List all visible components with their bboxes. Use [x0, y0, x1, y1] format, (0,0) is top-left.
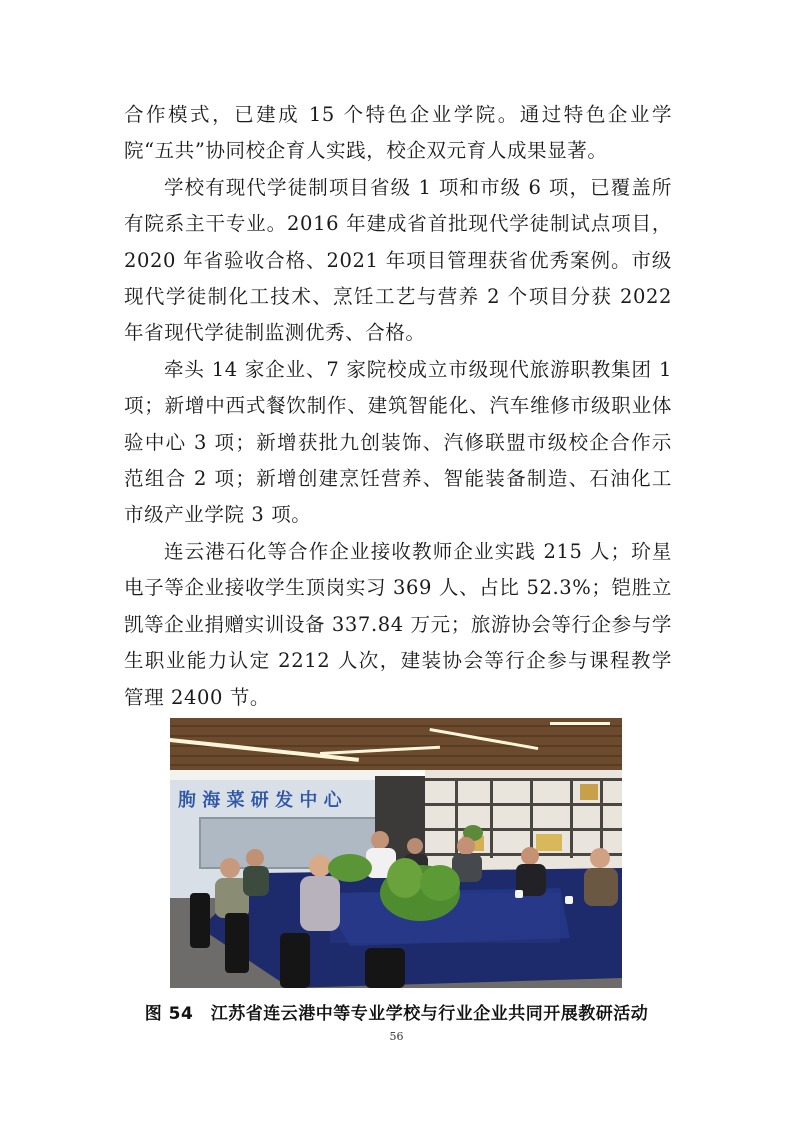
meeting-room-illustration	[170, 718, 622, 988]
document-body	[124, 97, 672, 716]
paragraph-1: 合作模式，已建成 15 个特色企业学院。通过特色企业学院“五共”协同校企育人实践，校企双元育人成果显著。	[124, 103, 672, 163]
paragraph-2: 学校有现代学徒制项目省级 1 项和市级 6 项，已覆盖所有院系主干专业。2016 年建成省首批现代学徒制试点项目，2020 年省验收合格、2021 年项目管理获省优秀案例。市级现代学徒制化工技术、烹饪工艺与营养 2 个项目分获 2022 年省现代学徒制监测优秀、合格。	[124, 175, 672, 345]
wall-sign-text: 朐 海 菜 研 发 中 心	[178, 790, 342, 811]
paragraph-4: 连云港石化等合作企业接收教师企业实践 215 人；玠星电子等企业接收学生顶岗实习 369 人、占比 52.3%；铠胜立凯等企业捐赠实训设备 337.84 万元；旅游协会等行企参与学生职业能力认定 2212 人次，建装协会等行企参与课程教学管理 2400 节。	[124, 539, 672, 709]
figure-caption: 图 54 江苏省连云港中等专业学校与行业企业共同开展教研活动	[144, 1004, 649, 1024]
paragraph-3: 牵头 14 家企业、7 家院校成立市级现代旅游职教集团 1 项；新增中西式餐饮制作、建筑智能化、汽车维修市级职业体验中心 3 项；新增获批九创装饰、汽修联盟市级校企合作示范组合 2 项；新增创建烹饪营养、智能装备制造、石油化工市级产业学院 3 项。	[124, 357, 672, 527]
meeting-photo	[170, 718, 622, 988]
page-number: 56	[389, 1030, 404, 1043]
